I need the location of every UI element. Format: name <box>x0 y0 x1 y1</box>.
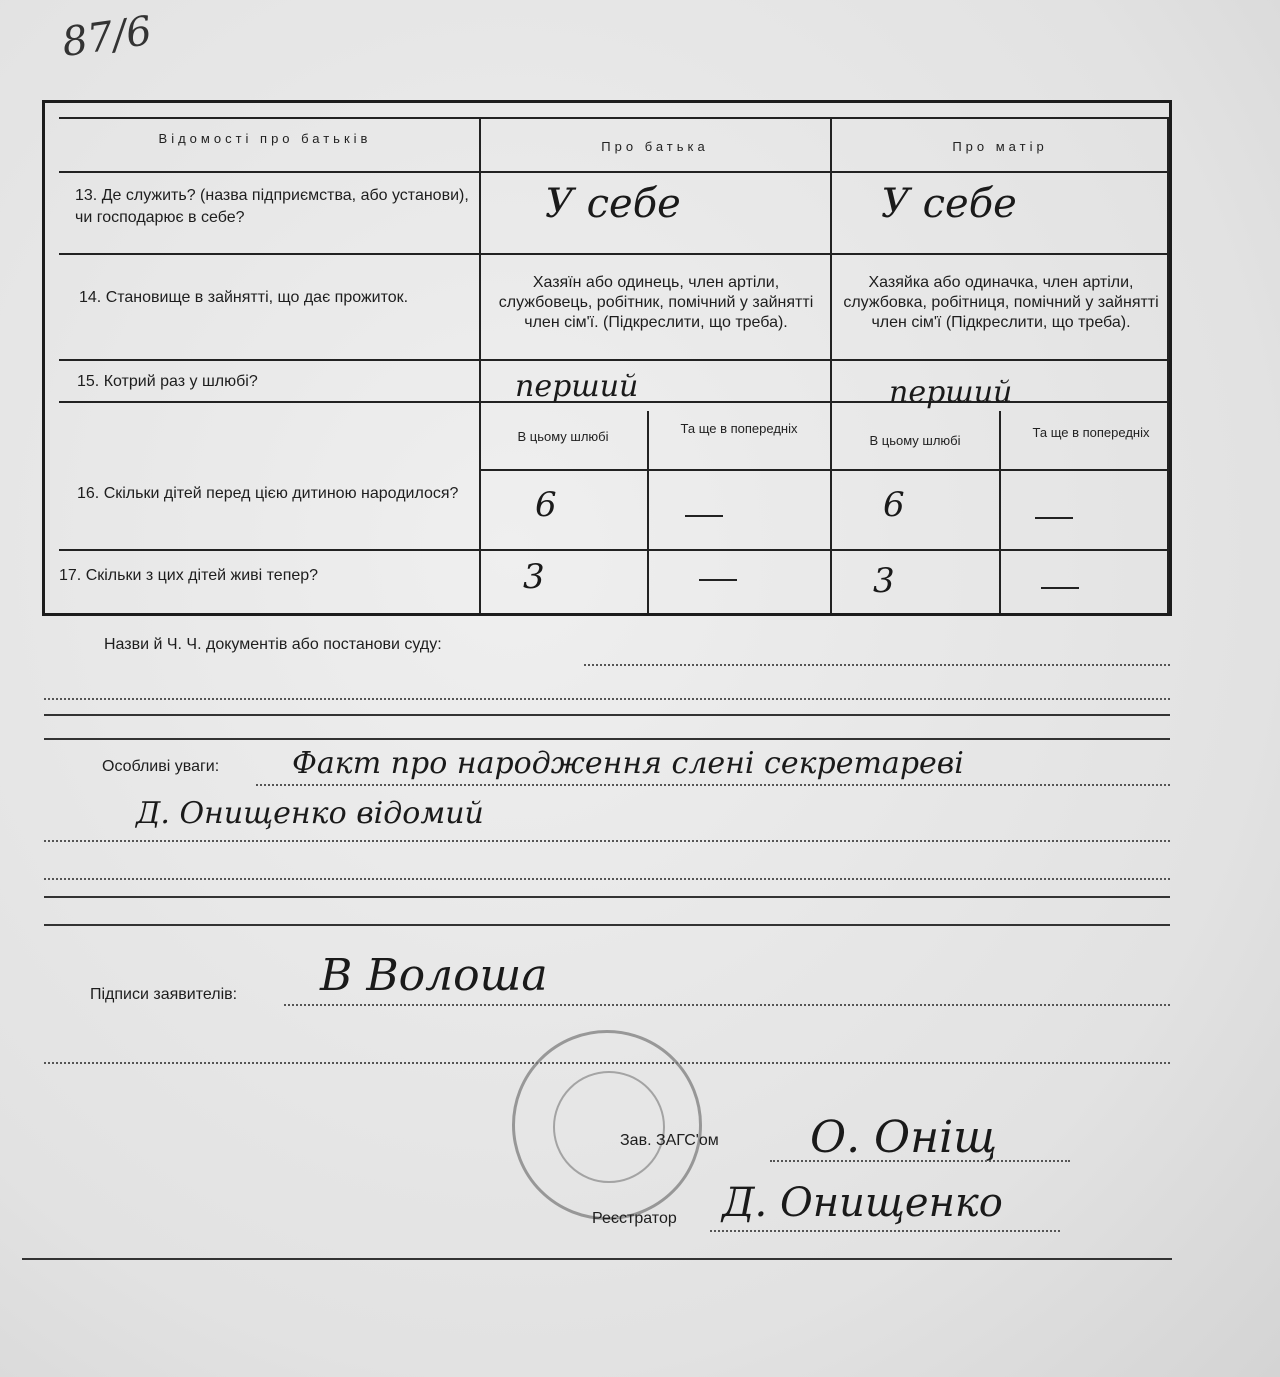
documents-separator <box>44 738 1170 740</box>
question-16: 16. Скільки дітей перед цією дитиною народилося? <box>77 485 459 502</box>
col-divider-2 <box>830 117 832 613</box>
registrar-signature: Д. Онищенко <box>722 1180 1003 1226</box>
question-13: 13. Де служить? (назва підприємства, або установи), чи господарює в себе? <box>75 187 469 226</box>
answer-13-father: У себе <box>545 181 681 227</box>
answer-16-father-this: 6 <box>535 485 557 525</box>
bottom-rule <box>22 1258 1172 1260</box>
answer-17-mother-this: 3 <box>873 561 895 601</box>
documents-line-1 <box>584 664 1170 666</box>
subheader-father-this-marriage: В цьому шлюбі <box>517 429 609 444</box>
header-mother: Про матір <box>952 139 1048 154</box>
remarks-line-2: Д. Онищенко відомий <box>136 796 484 831</box>
parents-info-table <box>42 100 1172 616</box>
row-line-top <box>59 117 1167 119</box>
row-line-16 <box>59 549 1167 551</box>
subheader-mother-this-marriage: В цьому шлюбі <box>869 433 961 448</box>
official-seal <box>512 1030 702 1220</box>
answer-17-father-this: 3 <box>523 557 545 597</box>
applicants-signature: В Волоша <box>320 950 548 1001</box>
answer-13-mother: У себе <box>881 181 1017 227</box>
remarks-label: Особливі уваги: <box>102 758 220 775</box>
answer-17-mother-prev <box>1041 587 1079 589</box>
subcol-divider-mother <box>999 411 1001 613</box>
documents-underline <box>44 714 1170 716</box>
remarks-dotline-1 <box>256 784 1170 786</box>
applicants-label: Підписи заявителів: <box>90 986 238 1003</box>
subcol-divider-father <box>647 411 649 613</box>
answer-15-mother: перший <box>889 375 1013 410</box>
answer-16-mother-prev <box>1035 517 1073 519</box>
header-parents-info: Відомості про батьків <box>158 131 372 146</box>
documents-label: Назви й Ч. Ч. документів або постанови суду: <box>104 636 442 653</box>
head-registry-line <box>770 1160 1070 1162</box>
answer-16-father-prev <box>685 515 723 517</box>
corner-note: 87/6 <box>59 7 155 67</box>
head-registry-label: Зав. ЗАГС'ом <box>620 1132 719 1149</box>
question-14: 14. Становище в зайнятті, що дає прожиток. <box>79 289 409 306</box>
seal-emblem <box>553 1071 665 1183</box>
answer-16-mother-this: 6 <box>883 485 905 525</box>
head-registry-signature: О. Оніщ <box>810 1112 998 1163</box>
row-line-header <box>59 171 1167 173</box>
remarks-line-1: Факт про народження слені секретареві <box>292 746 964 781</box>
answer-15-father: перший <box>515 369 639 404</box>
row-line-subheader <box>479 469 1167 471</box>
question-15: 15. Котрий раз у шлюбі? <box>77 373 258 390</box>
remarks-dotline-3 <box>44 878 1170 880</box>
registrar-line <box>710 1230 1060 1232</box>
row-line-13 <box>59 253 1167 255</box>
row-line-14 <box>59 359 1167 361</box>
remarks-underline <box>44 896 1170 898</box>
registrar-label: Реєстратор <box>592 1210 677 1227</box>
subheader-father-previous: Та ще в попередніх <box>680 421 798 436</box>
header-father: Про батька <box>601 139 709 154</box>
answer-17-father-prev <box>699 579 737 581</box>
options-14-father: Хазяїн або одинець, член артіли, службовець, робітник, помічний у зайнятті член сім'ї. (Підкреслити, що треба). <box>498 274 814 331</box>
remarks-dotline-2 <box>44 840 1170 842</box>
applicants-dotline-1 <box>284 1004 1170 1006</box>
options-14-mother: Хазяйка або одиначка, член артіли, службовка, робітниця, помічний у зайнятті член сім'ї (Підкреслити, що треба). <box>843 274 1159 331</box>
subheader-mother-previous: Та ще в попередніх <box>1032 425 1150 440</box>
col-divider-1 <box>479 117 481 613</box>
documents-line-2 <box>44 698 1170 700</box>
remarks-separator <box>44 924 1170 926</box>
col-divider-3 <box>1167 117 1169 613</box>
question-17: 17. Скільки з цих дітей живі тепер? <box>59 567 319 584</box>
